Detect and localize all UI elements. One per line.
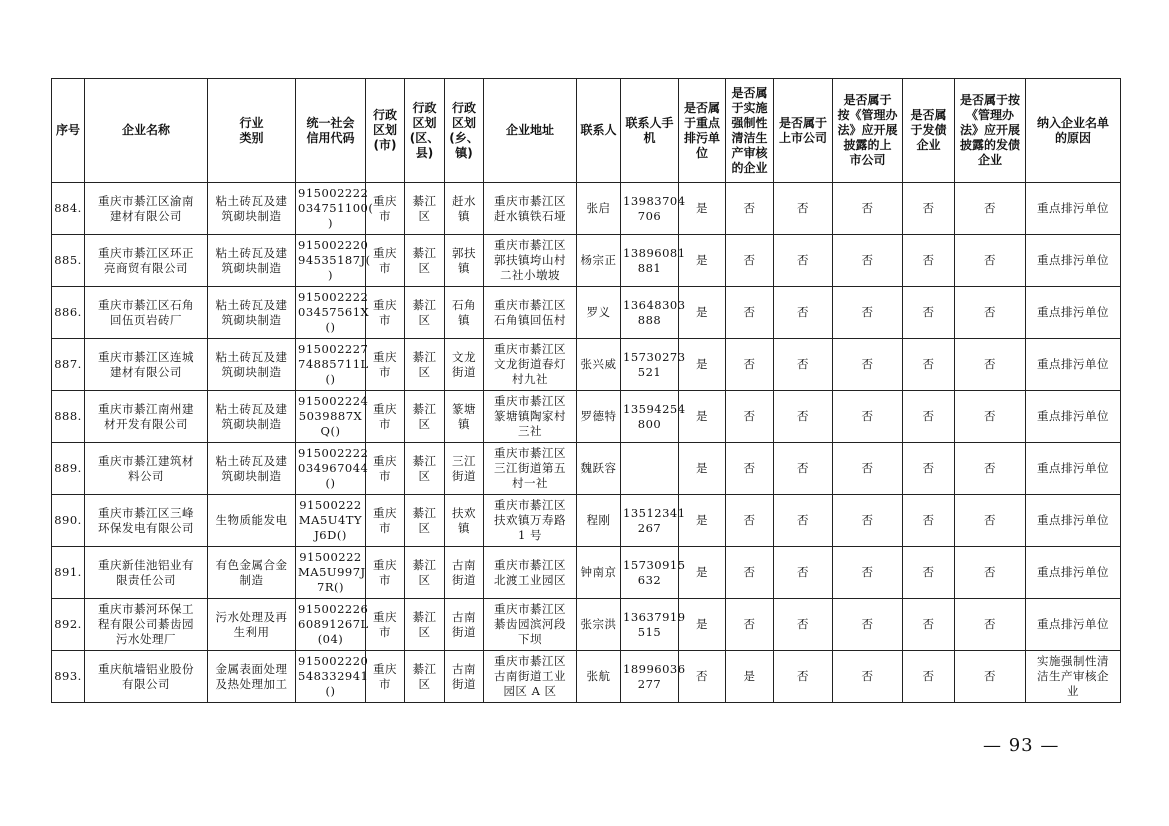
cell-clean-audit: 否 — [726, 391, 774, 443]
cell-disclosure-bond: 否 — [955, 599, 1026, 651]
cell-seq: 888. — [52, 391, 85, 443]
table-row — [52, 651, 1121, 703]
cell-category: 污水处理及再 生利用 — [208, 599, 296, 651]
cell-clean-audit: 否 — [726, 443, 774, 495]
cell-address: 重庆市綦江区 綦齿园滨河段 下坝 — [484, 599, 577, 651]
cell-city: 重庆 市 — [366, 599, 405, 651]
header-category: 行业 类别 — [208, 79, 296, 183]
cell-district: 綦江 区 — [405, 547, 445, 599]
cell-key-polluter: 是 — [679, 339, 726, 391]
header-clean-audit: 是否属 于实施 强制性 清洁生 产审核 的企业 — [726, 79, 774, 183]
cell-town: 古南 街道 — [445, 547, 484, 599]
cell-category: 有色金属合金 制造 — [208, 547, 296, 599]
cell-disclosure-listed: 否 — [833, 599, 903, 651]
cell-listed: 否 — [774, 495, 833, 547]
cell-clean-audit: 否 — [726, 547, 774, 599]
cell-disclosure-bond: 否 — [955, 235, 1026, 287]
cell-disclosure-bond: 否 — [955, 391, 1026, 443]
header-district: 行政 区划 (区、 县) — [405, 79, 445, 183]
cell-category: 粘土砖瓦及建 筑砌块制造 — [208, 287, 296, 339]
cell-disclosure-listed: 否 — [833, 495, 903, 547]
cell-town: 扶欢 镇 — [445, 495, 484, 547]
header-disclosure-bond: 是否属于按 《管理办 法》应开展 披露的发债 企业 — [955, 79, 1026, 183]
cell-code: 915002222 034751100( ) — [296, 183, 366, 235]
cell-name: 重庆市綦江区渝南 建材有限公司 — [85, 183, 208, 235]
cell-reason: 重点排污单位 — [1026, 599, 1121, 651]
cell-listed: 否 — [774, 391, 833, 443]
cell-seq: 884. — [52, 183, 85, 235]
cell-district: 綦江 区 — [405, 599, 445, 651]
cell-seq: 892. — [52, 599, 85, 651]
cell-district: 綦江 区 — [405, 495, 445, 547]
cell-city: 重庆 市 — [366, 391, 405, 443]
cell-seq: 887. — [52, 339, 85, 391]
cell-town: 赶水 镇 — [445, 183, 484, 235]
cell-bond-issuer: 否 — [903, 651, 955, 703]
cell-bond-issuer: 否 — [903, 495, 955, 547]
cell-seq: 890. — [52, 495, 85, 547]
cell-disclosure-listed: 否 — [833, 235, 903, 287]
cell-clean-audit: 否 — [726, 495, 774, 547]
header-town: 行政 区划 (乡、 镇) — [445, 79, 484, 183]
cell-disclosure-bond: 否 — [955, 547, 1026, 599]
cell-address: 重庆市綦江区 石角镇回伍村 — [484, 287, 577, 339]
cell-address: 重庆市綦江区 三江街道第五 村一社 — [484, 443, 577, 495]
cell-city: 重庆 市 — [366, 183, 405, 235]
cell-disclosure-bond: 否 — [955, 287, 1026, 339]
cell-disclosure-listed: 否 — [833, 651, 903, 703]
cell-town: 郭扶 镇 — [445, 235, 484, 287]
table-row — [52, 391, 1121, 443]
cell-disclosure-bond: 否 — [955, 339, 1026, 391]
cell-code: 915002224 5039887X Q() — [296, 391, 366, 443]
cell-listed: 否 — [774, 599, 833, 651]
cell-phone — [621, 443, 679, 495]
cell-phone: 15730915 632 — [621, 547, 679, 599]
cell-name: 重庆市綦江南州建 材开发有限公司 — [85, 391, 208, 443]
cell-town: 文龙 街道 — [445, 339, 484, 391]
cell-address: 重庆市綦江区 扶欢镇万寿路 1 号 — [484, 495, 577, 547]
cell-clean-audit: 否 — [726, 287, 774, 339]
cell-category: 粘土砖瓦及建 筑砌块制造 — [208, 443, 296, 495]
cell-listed: 否 — [774, 235, 833, 287]
cell-district: 綦江 区 — [405, 391, 445, 443]
enterprise-table — [51, 78, 1121, 703]
cell-contact: 杨宗正 — [577, 235, 621, 287]
cell-contact: 张宗洪 — [577, 599, 621, 651]
cell-phone: 13637919 515 — [621, 599, 679, 651]
cell-town: 古南 街道 — [445, 651, 484, 703]
cell-key-polluter: 是 — [679, 443, 726, 495]
cell-address: 重庆市綦江区 北渡工业园区 — [484, 547, 577, 599]
cell-contact: 张启 — [577, 183, 621, 235]
cell-bond-issuer: 否 — [903, 339, 955, 391]
cell-seq: 886. — [52, 287, 85, 339]
cell-reason: 重点排污单位 — [1026, 287, 1121, 339]
cell-disclosure-listed: 否 — [833, 339, 903, 391]
cell-key-polluter: 是 — [679, 599, 726, 651]
cell-key-polluter: 是 — [679, 495, 726, 547]
cell-key-polluter: 是 — [679, 547, 726, 599]
cell-listed: 否 — [774, 183, 833, 235]
cell-district: 綦江 区 — [405, 183, 445, 235]
header-seq: 序号 — [52, 79, 85, 183]
cell-code: 915002226 60891267L (04) — [296, 599, 366, 651]
cell-listed: 否 — [774, 443, 833, 495]
cell-phone: 13594254 800 — [621, 391, 679, 443]
cell-name: 重庆市綦江区环正 亮商贸有限公司 — [85, 235, 208, 287]
cell-address: 重庆市綦江区 古南街道工业 园区 A 区 — [484, 651, 577, 703]
cell-category: 生物质能发电 — [208, 495, 296, 547]
cell-code: 915002222 034967044 () — [296, 443, 366, 495]
header-reason: 纳入企业名单 的原因 — [1026, 79, 1121, 183]
cell-category: 粘土砖瓦及建 筑砌块制造 — [208, 339, 296, 391]
cell-district: 綦江 区 — [405, 235, 445, 287]
header-disclosure-listed: 是否属于 按《管理办 法》应开展 披露的上 市公司 — [833, 79, 903, 183]
cell-name: 重庆市綦江区石角 回伍页岩砖厂 — [85, 287, 208, 339]
cell-category: 粘土砖瓦及建 筑砌块制造 — [208, 183, 296, 235]
cell-reason: 重点排污单位 — [1026, 235, 1121, 287]
cell-disclosure-listed: 否 — [833, 287, 903, 339]
cell-city: 重庆 市 — [366, 287, 405, 339]
cell-town: 古南 街道 — [445, 599, 484, 651]
table-row — [52, 495, 1121, 547]
cell-reason: 实施强制性清 洁生产审核企 业 — [1026, 651, 1121, 703]
header-listed: 是否属于 上市公司 — [774, 79, 833, 183]
cell-city: 重庆 市 — [366, 495, 405, 547]
header-name: 企业名称 — [85, 79, 208, 183]
cell-disclosure-bond: 否 — [955, 651, 1026, 703]
cell-listed: 否 — [774, 339, 833, 391]
cell-code: 915002220 94535187J( ) — [296, 235, 366, 287]
cell-disclosure-listed: 否 — [833, 443, 903, 495]
cell-phone: 15730273 521 — [621, 339, 679, 391]
cell-district: 綦江 区 — [405, 443, 445, 495]
cell-district: 綦江 区 — [405, 287, 445, 339]
cell-code: 91500222 MA5U4TY J6D() — [296, 495, 366, 547]
cell-category: 金属表面处理 及热处理加工 — [208, 651, 296, 703]
cell-name: 重庆市綦河环保工 程有限公司綦齿园 污水处理厂 — [85, 599, 208, 651]
cell-code: 915002227 74885711L () — [296, 339, 366, 391]
cell-address: 重庆市綦江区 文龙街道春灯 村九社 — [484, 339, 577, 391]
cell-name: 重庆航墙铝业股份 有限公司 — [85, 651, 208, 703]
cell-reason: 重点排污单位 — [1026, 391, 1121, 443]
cell-key-polluter: 是 — [679, 235, 726, 287]
table-row — [52, 443, 1121, 495]
cell-address: 重庆市綦江区 篆塘镇陶家村 三社 — [484, 391, 577, 443]
cell-reason: 重点排污单位 — [1026, 339, 1121, 391]
cell-key-polluter: 是 — [679, 183, 726, 235]
table-row — [52, 183, 1121, 235]
cell-town: 三江 街道 — [445, 443, 484, 495]
cell-seq: 893. — [52, 651, 85, 703]
cell-disclosure-bond: 否 — [955, 443, 1026, 495]
cell-bond-issuer: 否 — [903, 391, 955, 443]
cell-seq: 889. — [52, 443, 85, 495]
cell-listed: 否 — [774, 651, 833, 703]
table-row — [52, 339, 1121, 391]
header-contact: 联系人 — [577, 79, 621, 183]
cell-code: 915002222 03457561X () — [296, 287, 366, 339]
cell-phone: 18996036 277 — [621, 651, 679, 703]
header-code: 统一社会 信用代码 — [296, 79, 366, 183]
cell-reason: 重点排污单位 — [1026, 443, 1121, 495]
cell-town: 石角 镇 — [445, 287, 484, 339]
cell-category: 粘土砖瓦及建 筑砌块制造 — [208, 391, 296, 443]
cell-city: 重庆 市 — [366, 443, 405, 495]
cell-name: 重庆新佳池铝业有 限责任公司 — [85, 547, 208, 599]
cell-phone: 13648303 888 — [621, 287, 679, 339]
cell-code: 915002220 548332941 () — [296, 651, 366, 703]
cell-clean-audit: 否 — [726, 339, 774, 391]
header-key-polluter: 是否属 于重点 排污单 位 — [679, 79, 726, 183]
cell-listed: 否 — [774, 547, 833, 599]
cell-contact: 魏跃容 — [577, 443, 621, 495]
cell-reason: 重点排污单位 — [1026, 547, 1121, 599]
cell-bond-issuer: 否 — [903, 287, 955, 339]
cell-town: 篆塘 镇 — [445, 391, 484, 443]
cell-clean-audit: 是 — [726, 651, 774, 703]
header-city: 行政 区划 (市) — [366, 79, 405, 183]
cell-contact: 程刚 — [577, 495, 621, 547]
cell-bond-issuer: 否 — [903, 547, 955, 599]
cell-category: 粘土砖瓦及建 筑砌块制造 — [208, 235, 296, 287]
table-header-row — [52, 79, 1121, 183]
cell-disclosure-listed: 否 — [833, 547, 903, 599]
cell-name: 重庆市綦江建筑材 料公司 — [85, 443, 208, 495]
cell-address: 重庆市綦江区 郭扶镇垮山村 二社小墩坡 — [484, 235, 577, 287]
cell-key-polluter: 是 — [679, 391, 726, 443]
cell-name: 重庆市綦江区连城 建材有限公司 — [85, 339, 208, 391]
cell-clean-audit: 否 — [726, 599, 774, 651]
header-phone: 联系人手 机 — [621, 79, 679, 183]
cell-disclosure-bond: 否 — [955, 495, 1026, 547]
cell-city: 重庆 市 — [366, 339, 405, 391]
cell-phone: 13896081 881 — [621, 235, 679, 287]
cell-phone: 13983704 706 — [621, 183, 679, 235]
cell-city: 重庆 市 — [366, 547, 405, 599]
page-number: — 93 — — [983, 735, 1060, 756]
cell-city: 重庆 市 — [366, 651, 405, 703]
cell-disclosure-listed: 否 — [833, 391, 903, 443]
cell-code: 91500222 MA5U997J 7R() — [296, 547, 366, 599]
cell-clean-audit: 否 — [726, 235, 774, 287]
cell-contact: 钟南京 — [577, 547, 621, 599]
cell-district: 綦江 区 — [405, 339, 445, 391]
cell-seq: 885. — [52, 235, 85, 287]
cell-district: 綦江 区 — [405, 651, 445, 703]
table-row — [52, 235, 1121, 287]
cell-disclosure-bond: 否 — [955, 183, 1026, 235]
cell-contact: 张兴威 — [577, 339, 621, 391]
cell-bond-issuer: 否 — [903, 183, 955, 235]
cell-bond-issuer: 否 — [903, 599, 955, 651]
cell-address: 重庆市綦江区 赶水镇铁石垭 — [484, 183, 577, 235]
header-bond-issuer: 是否属 于发债 企业 — [903, 79, 955, 183]
cell-clean-audit: 否 — [726, 183, 774, 235]
cell-key-polluter: 是 — [679, 287, 726, 339]
cell-key-polluter: 否 — [679, 651, 726, 703]
cell-phone: 13512341 267 — [621, 495, 679, 547]
cell-reason: 重点排污单位 — [1026, 183, 1121, 235]
header-address: 企业地址 — [484, 79, 577, 183]
cell-bond-issuer: 否 — [903, 443, 955, 495]
cell-listed: 否 — [774, 287, 833, 339]
table-row — [52, 287, 1121, 339]
cell-contact: 罗义 — [577, 287, 621, 339]
cell-name: 重庆市綦江区三峰 环保发电有限公司 — [85, 495, 208, 547]
cell-disclosure-listed: 否 — [833, 183, 903, 235]
table-row — [52, 547, 1121, 599]
cell-city: 重庆 市 — [366, 235, 405, 287]
cell-bond-issuer: 否 — [903, 235, 955, 287]
cell-seq: 891. — [52, 547, 85, 599]
cell-contact: 张航 — [577, 651, 621, 703]
cell-reason: 重点排污单位 — [1026, 495, 1121, 547]
table-row — [52, 599, 1121, 651]
cell-contact: 罗德特 — [577, 391, 621, 443]
